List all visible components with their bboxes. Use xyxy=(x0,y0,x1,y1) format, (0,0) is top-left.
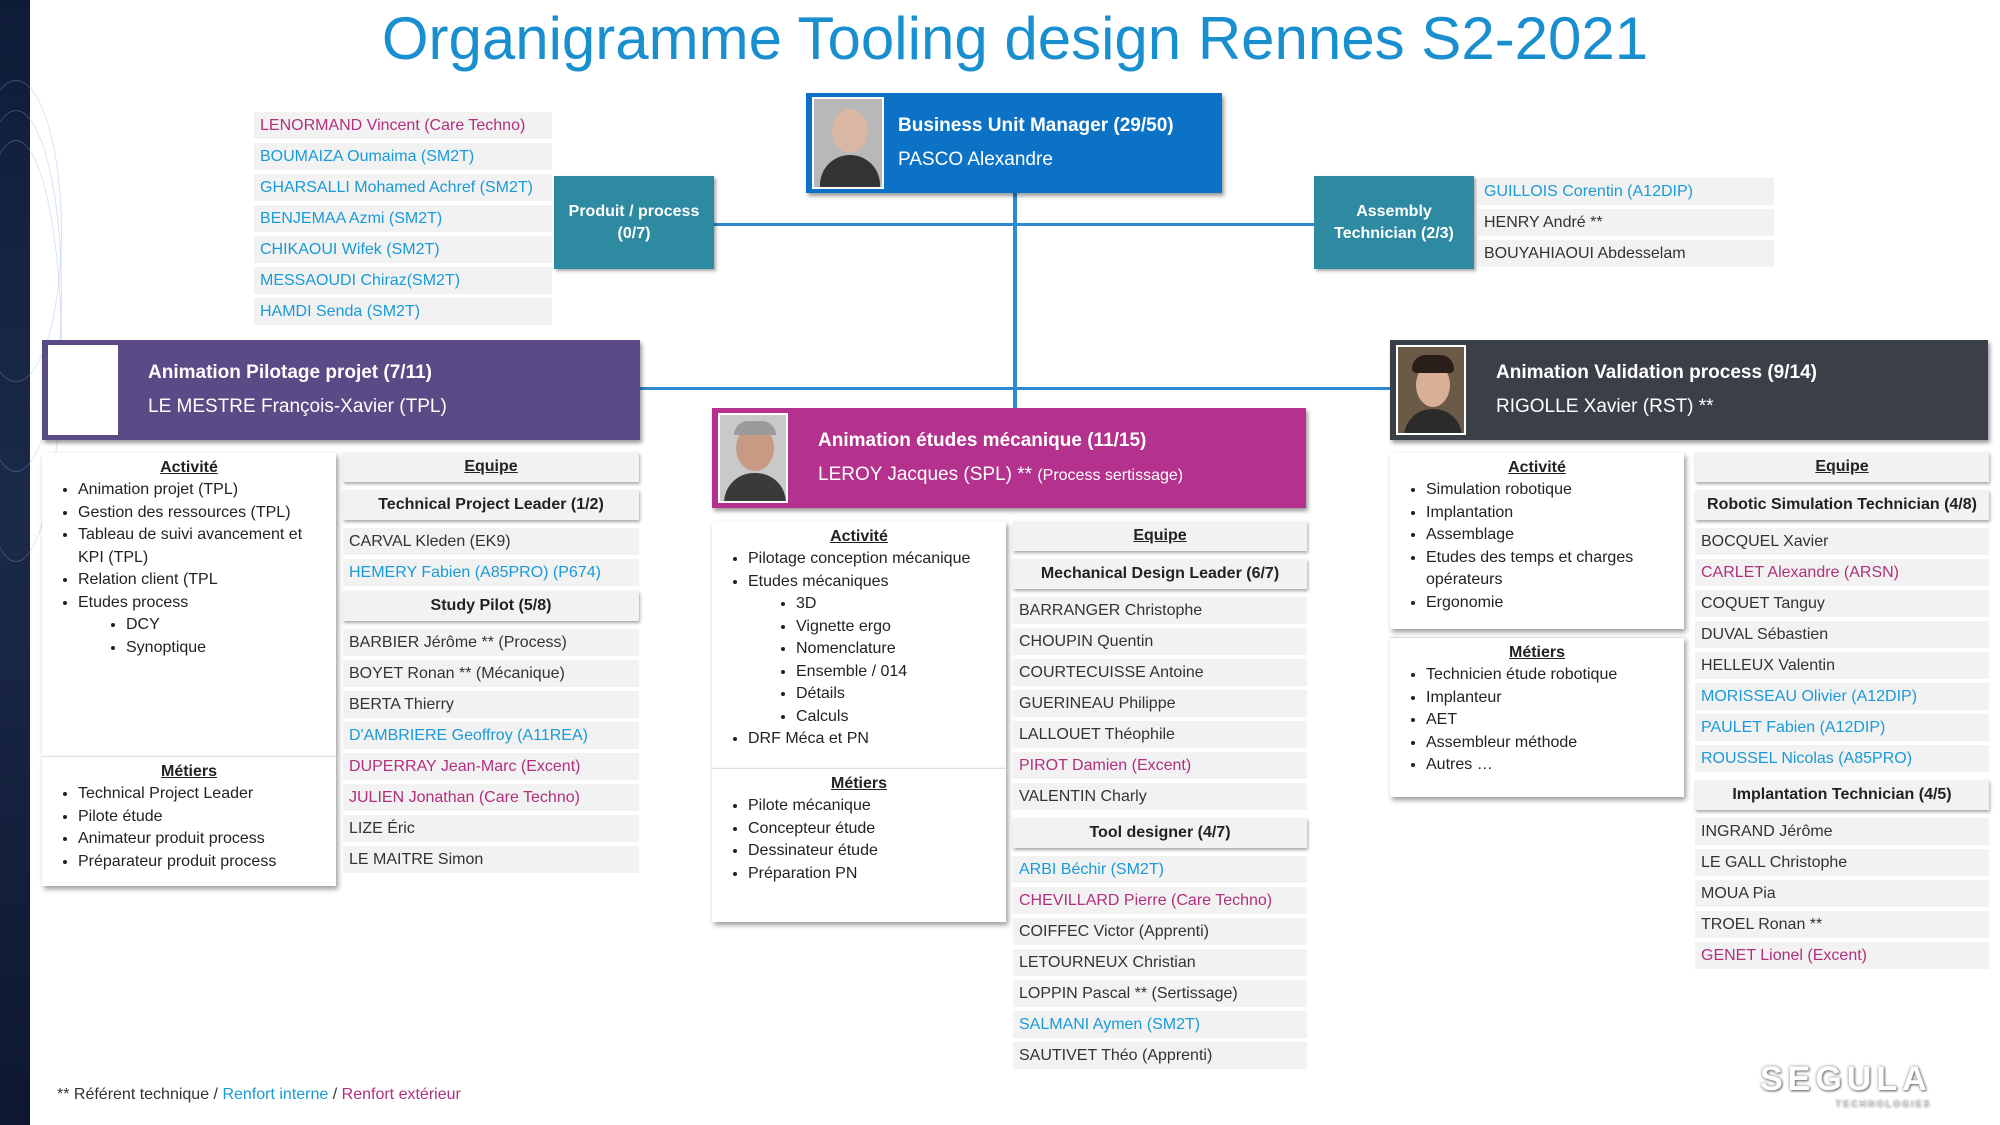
etudes-equipe xyxy=(1013,521,1307,1069)
list-item: MORISSEAU Olivier (A12DIP) xyxy=(1695,683,1989,710)
etudes-name: LEROY Jacques (SPL) ** xyxy=(818,464,1033,485)
validation-metiers-card xyxy=(1390,637,1684,797)
avatar xyxy=(812,97,884,189)
list-item: LALLOUET Théophile xyxy=(1013,721,1307,748)
list-item: GUERINEAU Philippe xyxy=(1013,690,1307,717)
list-item: GENET Lionel (Excent) xyxy=(1695,942,1989,969)
list-item: PIROT Damien (Excent) xyxy=(1013,752,1307,779)
list-item: • Gestion des ressources (TPL) xyxy=(78,502,328,525)
list-item: LIZE Éric xyxy=(343,815,639,842)
assembly-technician-box xyxy=(1314,176,1474,269)
section-heading: Métiers xyxy=(1508,644,1566,661)
list-item: GHARSALLI Mohamed Achref (SM2T) xyxy=(254,174,552,201)
equipe-heading: Equipe xyxy=(343,452,639,482)
list-item: • Synoptique xyxy=(126,637,328,660)
section-heading: Activité xyxy=(160,459,218,476)
list-item: • AET xyxy=(1426,709,1676,732)
list-item: HEMERY Fabien (A85PRO) (P674) xyxy=(343,559,639,586)
avatar xyxy=(718,413,788,503)
validation-activite-card xyxy=(1390,453,1684,629)
list-item: LE MAITRE Simon xyxy=(343,846,639,873)
list-item: • Ensemble / 014 xyxy=(796,661,998,684)
list-item: CHOUPIN Quentin xyxy=(1013,628,1307,655)
list-item: BOYET Ronan ** (Mécanique) xyxy=(343,660,639,687)
etudes-title: Animation études mécanique (11/15) xyxy=(818,430,1147,451)
logo-subtitle: TECHNOLOGIES xyxy=(1835,1099,1932,1109)
list-item: • Implanteur xyxy=(1426,687,1676,710)
list-item: ROUSSEL Nicolas (A85PRO) xyxy=(1695,745,1989,772)
list-item: • 3D xyxy=(796,593,998,616)
list-item: HAMDI Senda (SM2T) xyxy=(254,298,552,325)
section-heading: Métiers xyxy=(160,763,218,780)
list-item: • Préparation PN xyxy=(748,863,998,886)
bum-name: PASCO Alexandre xyxy=(898,149,1053,170)
list-item: CARLET Alexandre (ARSN) xyxy=(1695,559,1989,586)
list-item: DUVAL Sébastien xyxy=(1695,621,1989,648)
legend-referent: ** Référent technique / xyxy=(57,1086,218,1103)
list-item: SALMANI Aymen (SM2T) xyxy=(1013,1011,1307,1038)
etudes-metiers-card xyxy=(712,768,1006,922)
group-heading: Mechanical Design Leader (6/7) xyxy=(1013,559,1307,589)
list-item: • Tableau de suivi avancement et KPI (TPL) xyxy=(78,524,328,569)
list-item: BENJEMAA Azmi (SM2T) xyxy=(254,205,552,232)
legend-separator: / xyxy=(332,1086,338,1103)
list-item: HELLEUX Valentin xyxy=(1695,652,1989,679)
business-unit-manager-box xyxy=(806,93,1222,193)
list-item: GUILLOIS Corentin (A12DIP) xyxy=(1478,178,1774,205)
group-heading: Technical Project Leader (1/2) xyxy=(343,490,639,520)
list-item: TROEL Ronan ** xyxy=(1695,911,1989,938)
assembly-technician-list xyxy=(1478,178,1774,267)
list-item xyxy=(78,592,328,660)
list-item: CHIKAOUI Wifek (SM2T) xyxy=(254,236,552,263)
list-item: LOPPIN Pascal ** (Sertissage) xyxy=(1013,980,1307,1007)
list-item-label: Etudes process xyxy=(78,593,189,611)
list-item: • Technicien étude robotique xyxy=(1426,664,1676,687)
list-item: COIFFEC Victor (Apprenti) xyxy=(1013,918,1307,945)
list-item: BOCQUEL Xavier xyxy=(1695,528,1989,555)
list-item: • Dessinateur étude xyxy=(748,840,998,863)
section-heading: Métiers xyxy=(830,775,888,792)
connector-line xyxy=(714,223,1314,226)
list-item: • Détails xyxy=(796,683,998,706)
etudes-name-note: (Process sertissage) xyxy=(1037,467,1184,484)
list-item: LENORMAND Vincent (Care Techno) xyxy=(254,112,552,139)
list-item: BARBIER Jérôme ** (Process) xyxy=(343,629,639,656)
group-heading: Robotic Simulation Technician (4/8) xyxy=(1695,490,1989,520)
connector-line xyxy=(640,387,1390,390)
list-item: COQUET Tanguy xyxy=(1695,590,1989,617)
list-item: CARVAL Kleden (EK9) xyxy=(343,528,639,555)
etudes-activite-card xyxy=(712,522,1006,768)
list-item: • Pilote mécanique xyxy=(748,795,998,818)
list-item: HENRY André ** xyxy=(1478,209,1774,236)
list-item: INGRAND Jérôme xyxy=(1695,818,1989,845)
validation-equipe xyxy=(1695,452,1989,969)
produit-process-list xyxy=(254,112,552,325)
list-item: MESSAOUDI Chiraz(SM2T) xyxy=(254,267,552,294)
equipe-heading: Equipe xyxy=(1013,521,1307,551)
list-item: • Technical Project Leader xyxy=(78,783,328,806)
list-item: CHEVILLARD Pierre (Care Techno) xyxy=(1013,887,1307,914)
pilotage-header xyxy=(42,340,640,440)
avatar xyxy=(1396,345,1466,435)
list-item: • Implantation xyxy=(1426,502,1676,525)
list-item: BARRANGER Christophe xyxy=(1013,597,1307,624)
list-item: DUPERRAY Jean-Marc (Excent) xyxy=(343,753,639,780)
list-item: • Concepteur étude xyxy=(748,818,998,841)
list-item: • Calculs xyxy=(796,706,998,729)
produit-process-box xyxy=(554,176,714,269)
pilotage-equipe xyxy=(343,452,639,873)
list-item: • Simulation robotique xyxy=(1426,479,1676,502)
list-item: • DRF Méca et PN xyxy=(748,728,998,751)
list-item: • Relation client (TPL xyxy=(78,569,328,592)
list-item: ARBI Béchir (SM2T) xyxy=(1013,856,1307,883)
assembly-technician-label: Assembly Technician (2/3) xyxy=(1334,202,1454,242)
validation-header xyxy=(1390,340,1988,440)
list-item: COURTECUISSE Antoine xyxy=(1013,659,1307,686)
list-item: JULIEN Jonathan (Care Techno) xyxy=(343,784,639,811)
list-item: • Animateur produit process xyxy=(78,828,328,851)
list-item: • Assembleur méthode xyxy=(1426,732,1676,755)
list-item: D'AMBRIERE Geoffroy (A11REA) xyxy=(343,722,639,749)
list-item: • Autres … xyxy=(1426,754,1676,777)
pilotage-activite-card xyxy=(42,453,336,756)
list-item: • Pilotage conception mécanique xyxy=(748,548,998,571)
pilotage-metiers-card xyxy=(42,756,336,886)
list-item xyxy=(748,571,998,729)
list-item: • Animation projet (TPL) xyxy=(78,479,328,502)
list-item: VALENTIN Charly xyxy=(1013,783,1307,810)
list-item: LE GALL Christophe xyxy=(1695,849,1989,876)
section-heading: Activité xyxy=(830,528,888,545)
pilotage-name: LE MESTRE François-Xavier (TPL) xyxy=(148,396,447,417)
produit-process-label: Produit / process (0/7) xyxy=(568,202,700,242)
group-heading: Study Pilot (5/8) xyxy=(343,591,639,621)
page-title: Organigramme Tooling design Rennes S2-2021 xyxy=(381,5,1649,72)
list-item: • Vignette ergo xyxy=(796,616,998,639)
list-item: • Etudes des temps et charges opérateurs xyxy=(1426,547,1676,592)
legend xyxy=(57,1086,461,1104)
segula-logo xyxy=(1760,1060,1932,1109)
avatar xyxy=(48,345,118,435)
decorative-sidebar xyxy=(0,0,30,1125)
list-item: • Assemblage xyxy=(1426,524,1676,547)
list-item-label: Etudes mécaniques xyxy=(748,572,889,590)
group-heading: Implantation Technician (4/5) xyxy=(1695,780,1989,810)
list-item: BERTA Thierry xyxy=(343,691,639,718)
equipe-heading: Equipe xyxy=(1695,452,1989,482)
group-heading: Tool designer (4/7) xyxy=(1013,818,1307,848)
logo-name: SEGULA xyxy=(1760,1060,1932,1098)
list-item: • Ergonomie xyxy=(1426,592,1676,615)
validation-title: Animation Validation process (9/14) xyxy=(1496,362,1817,383)
list-item: LETOURNEUX Christian xyxy=(1013,949,1307,976)
bum-role: Business Unit Manager (29/50) xyxy=(898,115,1174,136)
list-item: SAUTIVET Théo (Apprenti) xyxy=(1013,1042,1307,1069)
list-item: BOUYAHIAOUI Abdesselam xyxy=(1478,240,1774,267)
list-item: PAULET Fabien (A12DIP) xyxy=(1695,714,1989,741)
pilotage-title: Animation Pilotage projet (7/11) xyxy=(148,362,432,383)
validation-name: RIGOLLE Xavier (RST) ** xyxy=(1496,396,1714,417)
legend-internal: Renfort interne xyxy=(222,1086,329,1103)
list-item: BOUMAIZA Oumaima (SM2T) xyxy=(254,143,552,170)
list-item: • DCY xyxy=(126,614,328,637)
list-item: MOUA Pia xyxy=(1695,880,1989,907)
list-item: • Nomenclature xyxy=(796,638,998,661)
etudes-header xyxy=(712,408,1306,508)
legend-external: Renfort extérieur xyxy=(341,1086,461,1103)
section-heading: Activité xyxy=(1508,459,1566,476)
list-item: • Préparateur produit process xyxy=(78,851,328,874)
list-item: • Pilote étude xyxy=(78,806,328,829)
